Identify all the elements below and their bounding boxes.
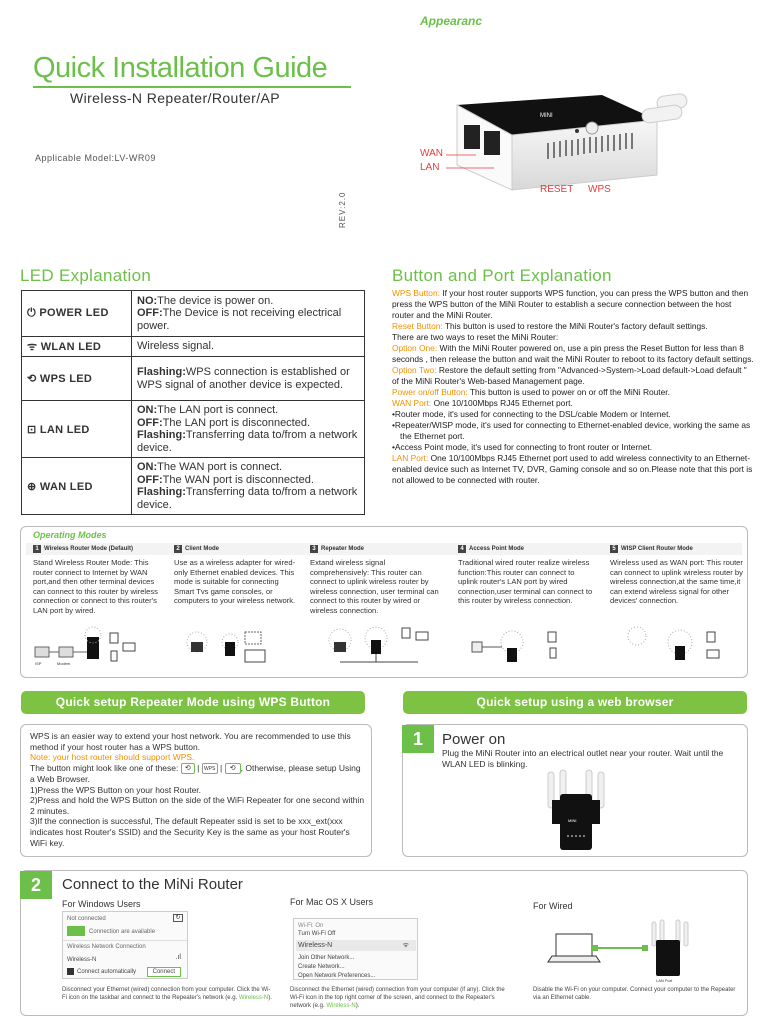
bp-para — [392, 321, 754, 332]
bp-para — [392, 398, 754, 409]
led-key: Flashing: — [137, 429, 186, 441]
title-underline — [33, 86, 351, 88]
led-name-cell — [22, 357, 132, 401]
bp-para — [392, 442, 754, 453]
led-key: NO: — [137, 294, 158, 307]
bp-para — [392, 453, 754, 486]
wps-button-icon-a: ⟲ — [181, 763, 195, 774]
mode-number: 3 — [310, 545, 318, 553]
button-section-title: Button and Port Explanation — [392, 266, 612, 285]
diagram-modem-label: Modem — [57, 661, 71, 666]
led-name: LAN LED — [39, 423, 90, 436]
led-value: The WAN port is connect. — [157, 461, 283, 473]
client-mode-diagram — [185, 628, 275, 666]
led-value: Transferring data to/from a network device. — [137, 429, 358, 454]
wan-port-label: WAN — [420, 148, 443, 159]
mac-join-other[interactable]: Join Other Network... — [298, 955, 355, 961]
button-port-text — [392, 288, 754, 486]
mac-network-panel — [293, 918, 418, 980]
led-row-wan — [22, 458, 365, 515]
bp-value: If your host router supports WPS function, you can press the WPS button and then press the WPS button of the MiNi Router to establish a secure connection between the host router and the MiNi Router. — [392, 288, 749, 320]
bp-value: One 10/100Mbps RJ45 Ethernet port. — [431, 398, 573, 408]
windows-status: Not connected — [67, 916, 106, 922]
bp-value: This button is used to power on or off the MiNi Router. — [467, 387, 670, 397]
port-pointer-lines — [446, 150, 496, 170]
bp-para — [392, 409, 754, 420]
mac-wifi-status: Wi-Fi: On — [298, 923, 324, 929]
wps-line: , Otherwise, please setup Using a Web Browser. — [30, 762, 361, 785]
bp-value: •Access Point mode, it's used for connecting to front router or Internet. — [392, 442, 653, 452]
mode-text-4: Traditional wired router realize wireless function:This router can connect to uplink router's LAN port by wired connection,user terminal can connect to this router by wireless connection. — [458, 558, 593, 606]
mode-head-3 — [310, 545, 364, 553]
router-illustration — [452, 95, 692, 195]
wisp-mode-diagram — [625, 624, 725, 668]
wps-setup-text — [30, 731, 365, 848]
mac-open-prefs[interactable]: Open Network Preferences... — [298, 973, 376, 979]
mac-users-head: For Mac OS X Users — [290, 897, 374, 907]
windows-connection-label: Wireless Network Connection — [67, 944, 146, 950]
step2-title: Connect to the MiNi Router — [62, 876, 243, 893]
mode-head-4 — [458, 545, 524, 553]
page-subtitle: Wireless-N Repeater/Router/AP — [70, 90, 280, 106]
wifi-signal-icon: .ıl — [175, 954, 181, 961]
wps-note: Note: your host router should support WPS. — [30, 752, 195, 763]
bp-key: Power on/off Button: — [392, 387, 468, 397]
mode-head-5 — [610, 545, 693, 553]
led-value: Wireless signal. — [137, 340, 215, 353]
bp-key: Option Two: — [392, 365, 437, 375]
led-section-title: LED Explanation — [20, 266, 152, 285]
revision-label: REV:2.0 — [338, 191, 347, 228]
windows-caption: Disconnect your Ethernet (wired) connection from your computer. Click the Wi-Fi icon on the taskbar and connect to the Repeater's network (e.g. Wireless-N). — [62, 987, 272, 1001]
led-name: WAN LED — [39, 480, 93, 493]
led-key: ON: — [137, 404, 158, 416]
bp-key: Option One: — [392, 343, 438, 353]
step1-number: 1 — [402, 725, 434, 753]
led-value: Transferring data to/from a network device. — [137, 486, 358, 511]
windows-ssid[interactable]: Wireless-N — [67, 957, 97, 963]
wps-line: The button might look like one of these: — [30, 762, 179, 773]
mode-heading: Access Point Mode — [469, 546, 525, 552]
led-desc-cell — [132, 357, 365, 401]
led-name-cell — [22, 401, 132, 458]
diagram-isp-label: ISP — [35, 661, 42, 666]
bp-value: One 10/100Mbps RJ45 Ethernet port used to add wireless connectivity to an Ethernet-enabled device such as Internet TV, DVR, Gaming console and so on.Please note that this port is not allowed to be connected with router. — [392, 453, 753, 485]
led-value: The LAN port is connect. — [157, 404, 279, 416]
mode-heading: Repeater Mode — [321, 546, 365, 552]
mode-text-3: Extand wireless signal comprehensively: This router can connect to uplink wireless router by wireless connection, user terminal can connect to this router by wired or wireless connection. — [310, 558, 439, 615]
bp-key: LAN Port: — [392, 453, 429, 463]
wps-line: WPS is an easier way to extend your host network. You are recommended to use this method if your host router has a WPS button. — [30, 731, 351, 752]
led-key: Flashing: — [137, 366, 186, 378]
windows-available: Connection are available — [89, 929, 156, 935]
mac-wifi-icon: ᯤ — [402, 942, 409, 949]
led-name: POWER LED — [39, 307, 109, 319]
mode-heading: Client Mode — [185, 546, 219, 552]
bp-para — [392, 343, 754, 365]
page-title: Quick Installation Guide — [33, 52, 328, 84]
led-name: WLAN LED — [40, 341, 102, 353]
repeater-mode-diagram — [328, 622, 438, 666]
led-value: The Device is not receiving electrical power. — [137, 307, 342, 332]
led-row-wps — [22, 357, 365, 401]
step1-title: Power on — [442, 731, 506, 748]
bp-para — [392, 365, 754, 387]
lan-port-label: LAN — [420, 162, 440, 173]
mode-head-2 — [174, 545, 219, 553]
mode-number: 4 — [458, 545, 466, 553]
bp-para — [392, 420, 754, 442]
wps-setup-bar: Quick setup Repeater Mode using WPS Button — [21, 691, 365, 714]
led-row-wlan — [22, 337, 365, 357]
bp-para — [392, 387, 754, 398]
wan-icon: ⊕ — [27, 480, 37, 493]
led-desc-cell — [132, 458, 365, 515]
wps-line: 3)If the connection is successful, The default Repeater ssid is set to be xxx_ext(xxx indicates host Router's SSID) and the Security Key is the same as your host Router's WiFi key. — [30, 816, 350, 848]
bp-para — [392, 288, 754, 321]
led-desc-cell — [132, 401, 365, 458]
mode-text-1: Stand Wireless Router Mode: This router connect to Internet by WAN port,and then other terminal devices can connect to this router by wireless connection or connect to this router's LAN port by wired. — [33, 558, 158, 615]
auto-connect-checkbox[interactable] — [67, 968, 74, 975]
led-value: The WAN port is disconnected. — [162, 473, 314, 486]
bp-value: Restore the default setting from "Advanced->System->Load default->Load default " of the MiNi Router's Web-based Management page. — [392, 365, 747, 386]
lan-port-label: LAN Port — [656, 978, 673, 983]
mode-text-2: Use as a wireless adapter for wired-only Ethernet enabled devices. This mode is suitable for connecting Smart Tvs game consoles, or computers to your wireless network. — [174, 558, 296, 606]
led-row-lan — [22, 401, 365, 458]
bp-value: With the MiNi Router powered on, use a pin press the Reset Button for less than 8 seconds , then release the button and wait the MiNi Router to reboot to its factory default settings. — [392, 343, 754, 364]
led-value: WPS connection is established or WPS signal of another device is expected. — [137, 366, 350, 391]
wps-line: 2)Press and hold the WPS Button on the side of the WiFi Repeater for one second within 2 minutes. — [30, 795, 365, 816]
led-key: ON: — [137, 461, 158, 473]
bp-value: This button is used to restore the MiNi Router's factory default settings. — [442, 321, 708, 331]
access-point-mode-diagram — [472, 628, 572, 668]
mode-number: 2 — [174, 545, 182, 553]
router-brand: MINI — [540, 113, 553, 119]
wired-connection-illustration — [552, 914, 712, 983]
mode-number: 1 — [33, 545, 41, 553]
led-name: WPS LED — [39, 373, 93, 385]
appearance-label: Appearanc — [420, 14, 483, 28]
mini-router-brand: MINI — [568, 818, 577, 823]
mac-caption-ssid: Wireless-N — [326, 1003, 356, 1009]
bp-para — [392, 332, 754, 343]
led-name-cell — [22, 291, 132, 337]
wps-button-icon-b: WPS — [202, 763, 218, 774]
wps-port-label: WPS — [588, 184, 611, 195]
wps-button-icons-line: The button might look like one of these: ⟲ | WPS | ⟲ , Otherwise, please setup Using a Web Browser. — [30, 762, 361, 785]
step2-number: 2 — [20, 871, 52, 899]
mini-router-illustration — [540, 770, 612, 854]
refresh-icon[interactable]: ↻ — [173, 914, 183, 922]
led-key: Flashing: — [137, 486, 186, 498]
led-key: OFF: — [137, 416, 163, 429]
bp-value: •Router mode, it's used for connecting to the DSL/cable Modem or Internet. — [392, 409, 671, 419]
led-table — [21, 290, 365, 515]
mode-number: 5 — [610, 545, 618, 553]
windows-network-panel — [62, 911, 188, 979]
signal-bars-icon — [67, 926, 85, 936]
led-desc-cell — [132, 291, 365, 337]
led-value: The device is power on. — [157, 294, 274, 307]
wps-button-icon-c: ⟲ — [225, 763, 241, 774]
wps-line: 1)Press the WPS Button on your host Router. — [30, 784, 202, 795]
led-key: OFF: — [137, 473, 163, 486]
step1-text: Plug the MiNi Router into an electrical outlet near your router. Wait until the WLAN LED is blinking. — [442, 748, 724, 769]
wireless-router-mode-diagram — [35, 625, 150, 665]
lan-icon: ⊡ — [27, 423, 37, 436]
operating-modes-title: Operating Modes — [33, 530, 107, 540]
model-label: Applicable Model:LV-WR09 — [35, 153, 156, 163]
auto-connect-label: Connect automatically — [77, 969, 137, 975]
windows-users-head: For Windows Users — [62, 899, 141, 909]
wired-head: For Wired — [533, 901, 573, 911]
led-name-cell — [22, 458, 132, 515]
mac-caption: Disconnect the Ethernet (wired) connection from your computer (if any). Click the Wi-Fi icon in the top right corner of the screen, and connect to the Repeater's network (e.g. Wireless-N). — [290, 987, 505, 1009]
mac-ssid[interactable]: Wireless-N — [298, 942, 333, 949]
reset-port-label: RESET — [540, 184, 574, 195]
bp-value: There are two ways to reset the MiNi Router: — [392, 332, 559, 342]
led-value: The LAN port is disconnected. — [162, 416, 311, 429]
led-desc-cell — [132, 337, 365, 357]
mode-text-5: Wireless used as WAN port: This router can connect to uplink wireless router by wireless connection,at the same time,it can extend wireless signal for other devices' connection. — [610, 558, 743, 606]
bp-value: •Repeater/WISP mode, it's used for connecting to Ethernet-enabled device, working the same as the Ethernet port. — [392, 420, 751, 441]
mac-turn-off[interactable]: Turn Wi-Fi Off — [298, 931, 336, 937]
bp-key: Reset Button: — [392, 321, 443, 331]
mode-head-1 — [33, 545, 133, 553]
web-setup-bar: Quick setup using a web browser — [403, 691, 747, 714]
bp-key: WAN Port: — [392, 398, 432, 408]
connect-button[interactable]: Connect — [147, 967, 181, 977]
bp-key: WPS Button: — [392, 288, 440, 298]
power-icon: ⏻ — [27, 307, 37, 319]
wifi-icon: ᯤ — [27, 341, 38, 353]
led-row-power — [22, 291, 365, 337]
led-name-cell — [22, 337, 132, 357]
mode-heading: WISP Client Router Mode — [621, 546, 693, 552]
wired-caption: Disable the Wi-Fi on your computer. Connect your computer to the Repeater via an Ethernet cable. — [533, 987, 736, 1001]
mac-create-network[interactable]: Create Network... — [298, 964, 345, 970]
led-key: OFF: — [137, 307, 163, 320]
windows-caption-ssid: Wireless-N — [238, 995, 269, 1001]
mode-heading: Wireless Router Mode (Default) — [44, 546, 133, 552]
wps-icon: ⟲ — [27, 373, 37, 385]
